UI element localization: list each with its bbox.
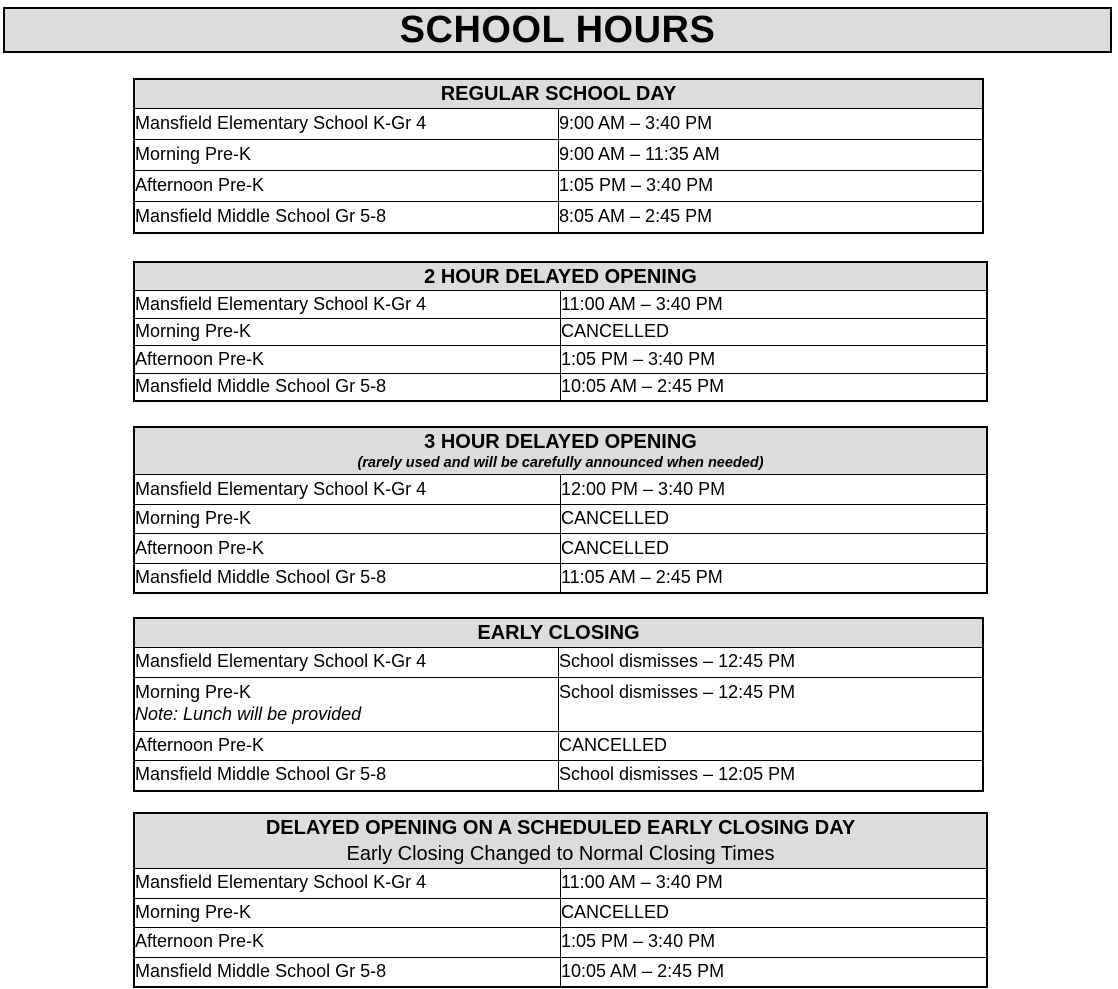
table-row	[135, 504, 986, 534]
row-value: CANCELLED	[561, 898, 987, 928]
row-label: Mansfield Middle School Gr 5-8	[135, 373, 561, 400]
table-header-title: EARLY CLOSING	[477, 622, 640, 645]
table-header-title: REGULAR SCHOOL DAY	[440, 83, 677, 106]
table-header-delay3	[135, 428, 986, 475]
schedule-table-delayed-opening-on-early-closing-day	[133, 812, 988, 988]
row-label: Mansfield Middle School Gr 5-8	[135, 957, 561, 986]
row-value: School dismisses – 12:45 PM	[559, 648, 983, 678]
table-row	[135, 761, 982, 790]
row-label: Mansfield Middle School Gr 5-8	[135, 202, 559, 233]
table-row	[135, 373, 986, 400]
row-value: 10:05 AM – 2:45 PM	[561, 957, 987, 986]
row-value: 10:05 AM – 2:45 PM	[561, 373, 987, 400]
table-header-subtitle: (rarely used and will be carefully announced when needed)	[357, 455, 764, 472]
row-label: Mansfield Middle School Gr 5-8	[135, 563, 561, 592]
row-label: Morning Pre-K	[135, 898, 561, 928]
table-header-delay2	[135, 263, 986, 291]
page-title-banner	[3, 7, 1112, 53]
table-header-title: 3 HOUR DELAYED OPENING	[424, 431, 697, 453]
row-value: CANCELLED	[561, 318, 987, 346]
row-value: 11:00 AM – 3:40 PM	[561, 291, 987, 319]
row-value: 8:05 AM – 2:45 PM	[559, 202, 983, 233]
row-label: Afternoon Pre-K	[135, 928, 561, 958]
table-row	[135, 928, 986, 958]
schedule-table-3-hour-delayed-opening	[133, 426, 988, 594]
row-value: 11:05 AM – 2:45 PM	[561, 563, 987, 592]
row-value: 1:05 PM – 3:40 PM	[559, 171, 983, 202]
row-label: Mansfield Elementary School K-Gr 4	[135, 475, 561, 505]
table-row	[135, 109, 982, 140]
table-row	[135, 202, 982, 233]
row-label: Afternoon Pre-K	[135, 534, 561, 564]
row-label: Mansfield Middle School Gr 5-8	[135, 761, 559, 790]
table-header-regular	[135, 80, 982, 109]
table-header-early-closing	[135, 619, 982, 648]
table-row	[135, 318, 986, 346]
table-row	[135, 291, 986, 319]
table-header-title: 2 HOUR DELAYED OPENING	[424, 266, 697, 288]
row-value: 1:05 PM – 3:40 PM	[561, 346, 987, 374]
table-header-delay-early	[135, 814, 986, 869]
row-label: Afternoon Pre-K	[135, 171, 559, 202]
row-label: Mansfield Elementary School K-Gr 4	[135, 109, 559, 140]
row-value: School dismisses – 12:45 PM	[559, 677, 983, 731]
page-title: SCHOOL HOURS	[399, 9, 716, 51]
table-row	[135, 957, 986, 986]
row-label: Afternoon Pre-K	[135, 346, 561, 374]
table-row	[135, 475, 986, 505]
row-note: Note: Lunch will be provided	[135, 704, 362, 724]
table-row	[135, 648, 982, 678]
row-label: Afternoon Pre-K	[135, 731, 559, 761]
row-value: School dismisses – 12:05 PM	[559, 761, 983, 790]
table-header-subtitle: Early Closing Changed to Normal Closing Times	[346, 842, 775, 865]
row-value: 9:00 AM – 11:35 AM	[559, 140, 983, 171]
row-label: Mansfield Elementary School K-Gr 4	[135, 291, 561, 319]
row-label: Mansfield Elementary School K-Gr 4	[135, 869, 561, 899]
row-value: CANCELLED	[559, 731, 983, 761]
row-value: 1:05 PM – 3:40 PM	[561, 928, 987, 958]
row-label: Morning Pre-K	[135, 318, 561, 346]
row-label: Morning Pre-K	[135, 504, 561, 534]
row-value: CANCELLED	[561, 504, 987, 534]
table-row	[135, 140, 982, 171]
table-row	[135, 534, 986, 564]
table-row	[135, 677, 982, 731]
row-label: Mansfield Elementary School K-Gr 4	[135, 648, 559, 678]
row-label: Morning Pre-K	[135, 140, 559, 171]
table-header-title: DELAYED OPENING ON A SCHEDULED EARLY CLOSING DAY	[265, 817, 856, 840]
schedule-table-early-closing	[133, 617, 984, 792]
table-row	[135, 346, 986, 374]
table-row	[135, 898, 986, 928]
schedule-table-2-hour-delayed-opening	[133, 261, 988, 402]
schedule-table-regular-school-day	[133, 78, 984, 234]
row-label: Morning Pre-K	[135, 682, 252, 703]
row-label-with-note	[135, 677, 559, 731]
table-row	[135, 869, 986, 899]
table-row	[135, 171, 982, 202]
row-value: 9:00 AM – 3:40 PM	[559, 109, 983, 140]
row-value: CANCELLED	[561, 534, 987, 564]
table-row	[135, 563, 986, 592]
table-row	[135, 731, 982, 761]
row-value: 12:00 PM – 3:40 PM	[561, 475, 987, 505]
row-value: 11:00 AM – 3:40 PM	[561, 869, 987, 899]
